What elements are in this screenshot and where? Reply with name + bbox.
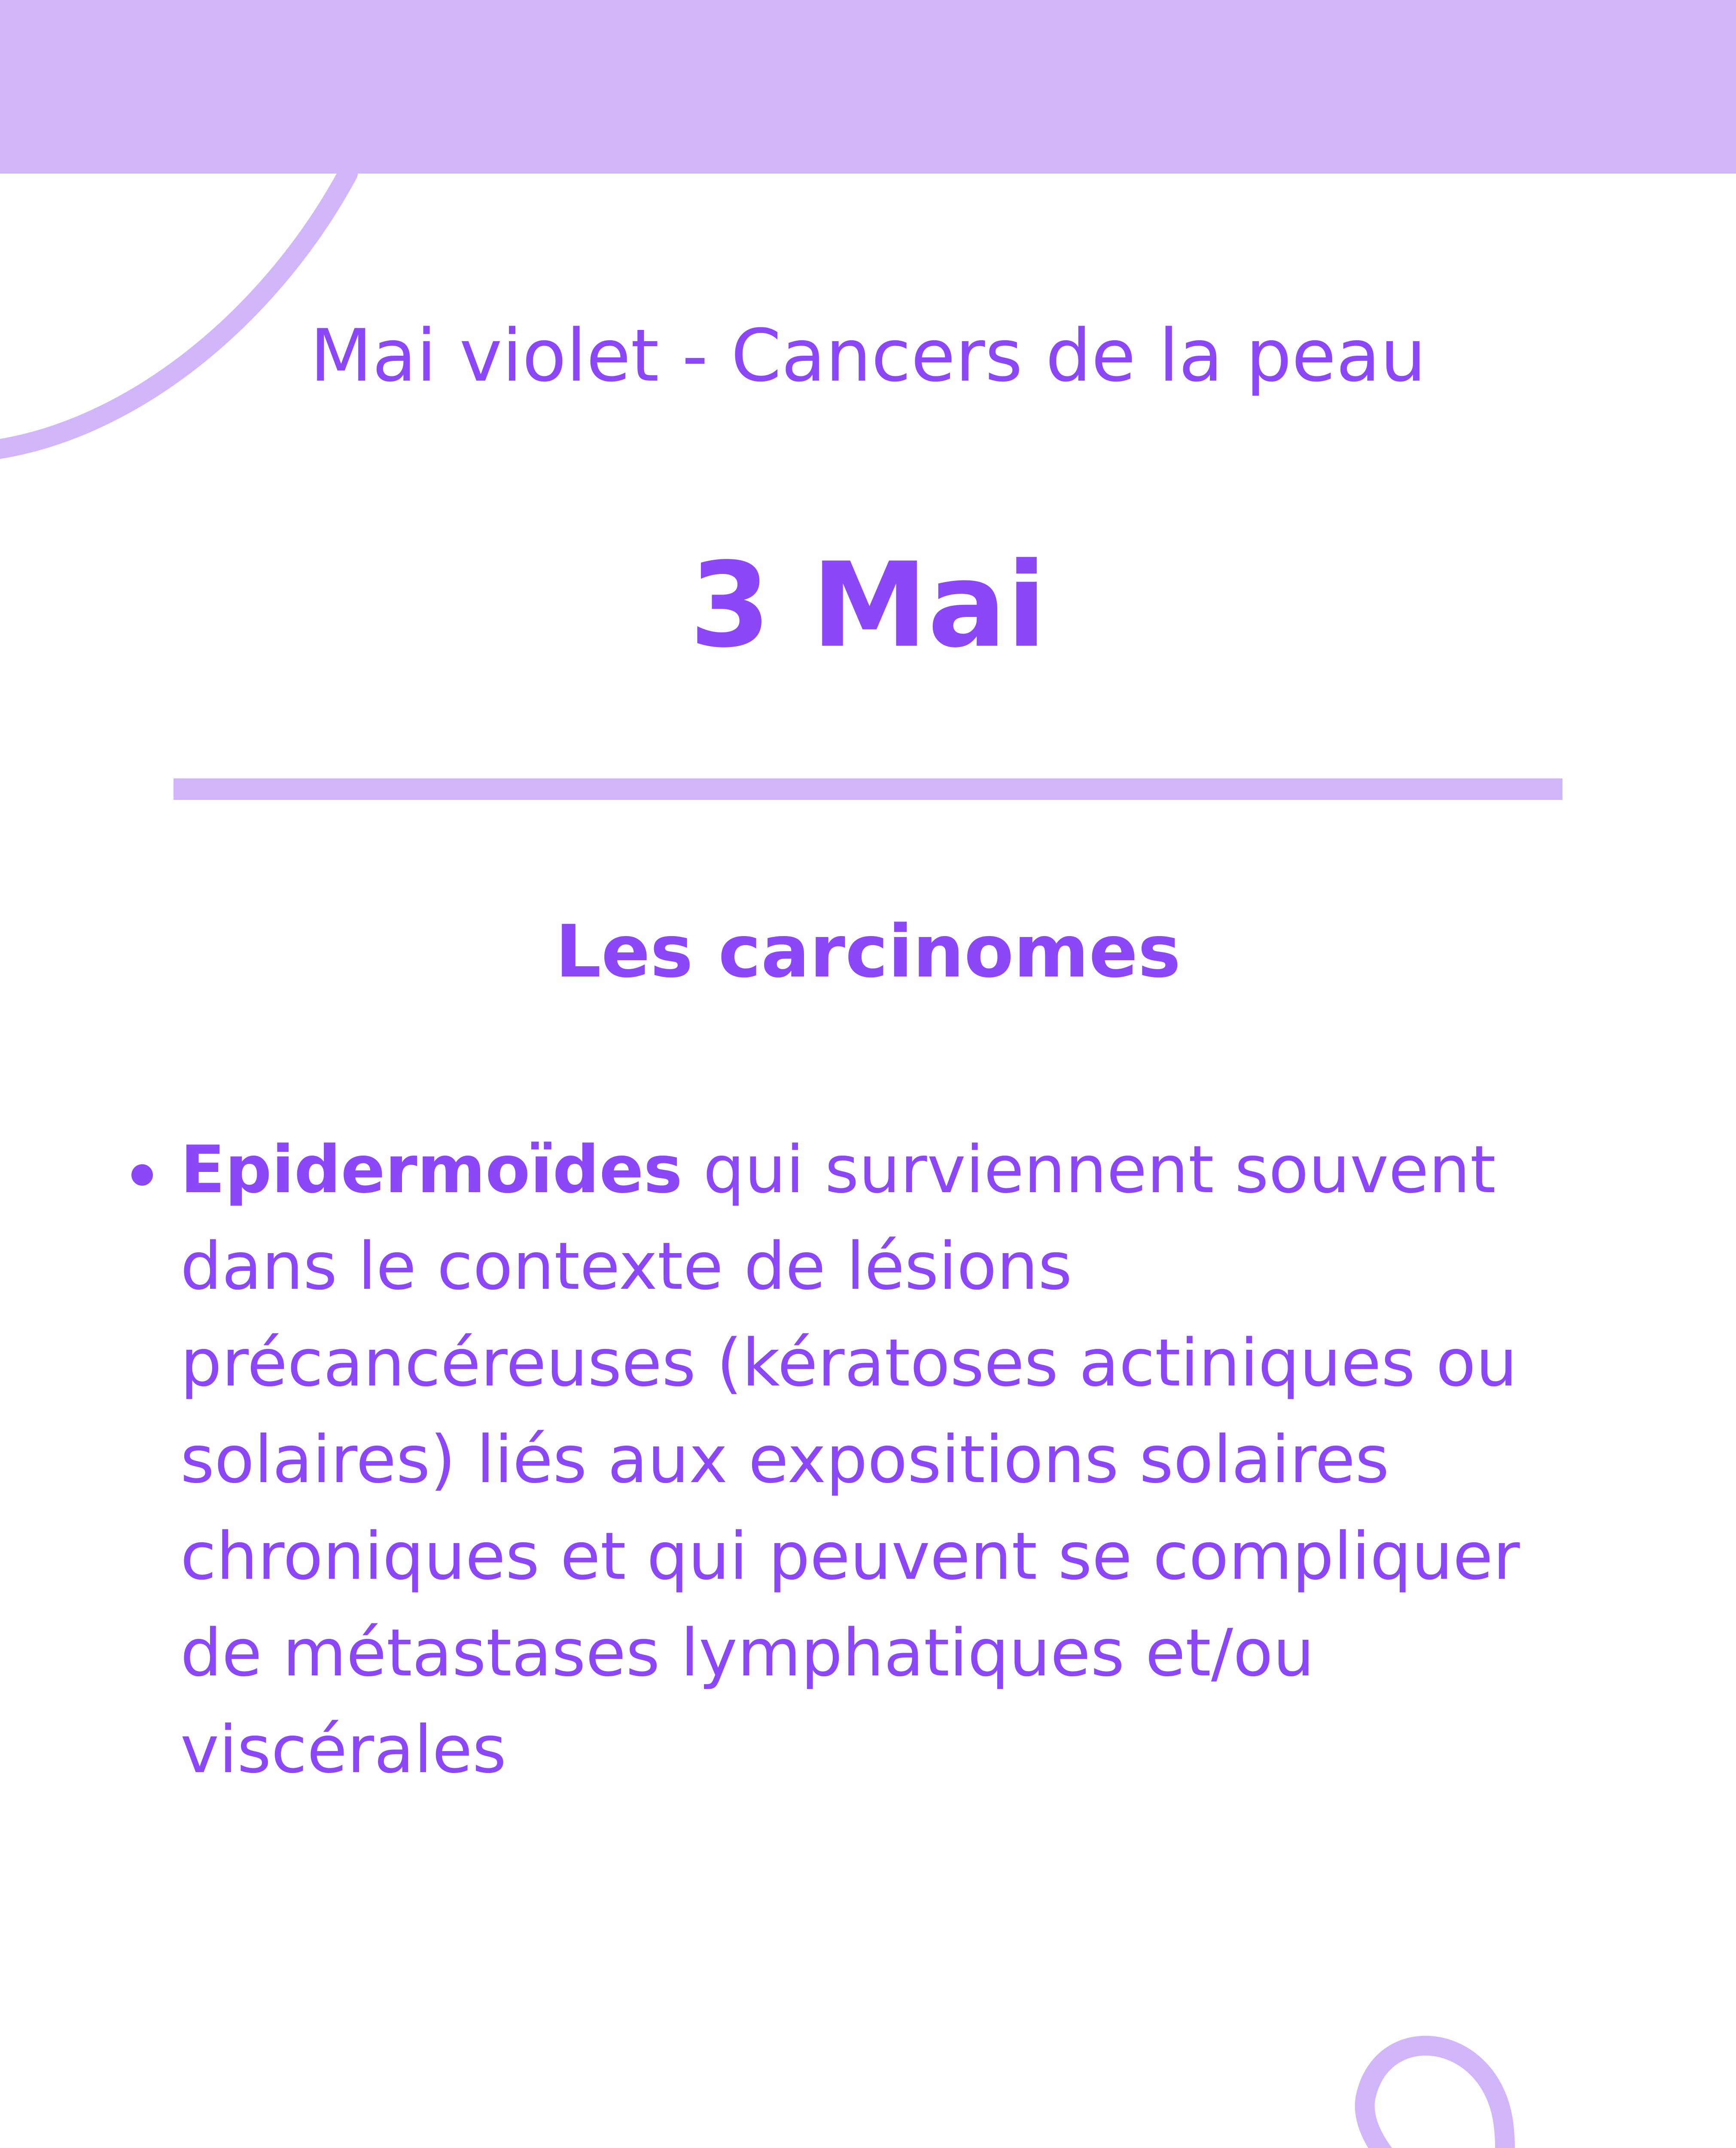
bullet-line-1	[180, 1121, 1657, 1218]
date-title: 3 Mai	[689, 538, 1047, 674]
campaign-subtitle: Mai violet - Cancers de la peau	[310, 314, 1426, 398]
bullet-line-6: de métastases lymphatiques et/ou	[180, 1615, 1315, 1691]
bullet-line-2: dans le contexte de lésions	[180, 1228, 1072, 1304]
bullet-list	[128, 1121, 1657, 1798]
bullet-line-7: viscérales	[180, 1712, 507, 1788]
bullet-line-4: solaires) liés aux expositions solaires	[180, 1422, 1389, 1498]
list-item	[128, 1121, 1657, 1798]
top-left-arc	[0, 174, 348, 449]
bullet-line-3: précancéreuses (kératoses actiniques ou	[180, 1325, 1517, 1401]
bullet-line-5: chroniques et qui peuvent se compliquer	[180, 1518, 1520, 1594]
divider	[174, 778, 1562, 800]
bullet-term: Epidermoïdes	[180, 1132, 682, 1208]
bullet-dot-icon	[131, 1164, 153, 1186]
bullet-first-line-text: qui surviennent souvent	[682, 1132, 1496, 1208]
section-heading: Les carcinomes	[555, 909, 1181, 994]
awareness-ribbon-icon	[1365, 2046, 1736, 2148]
